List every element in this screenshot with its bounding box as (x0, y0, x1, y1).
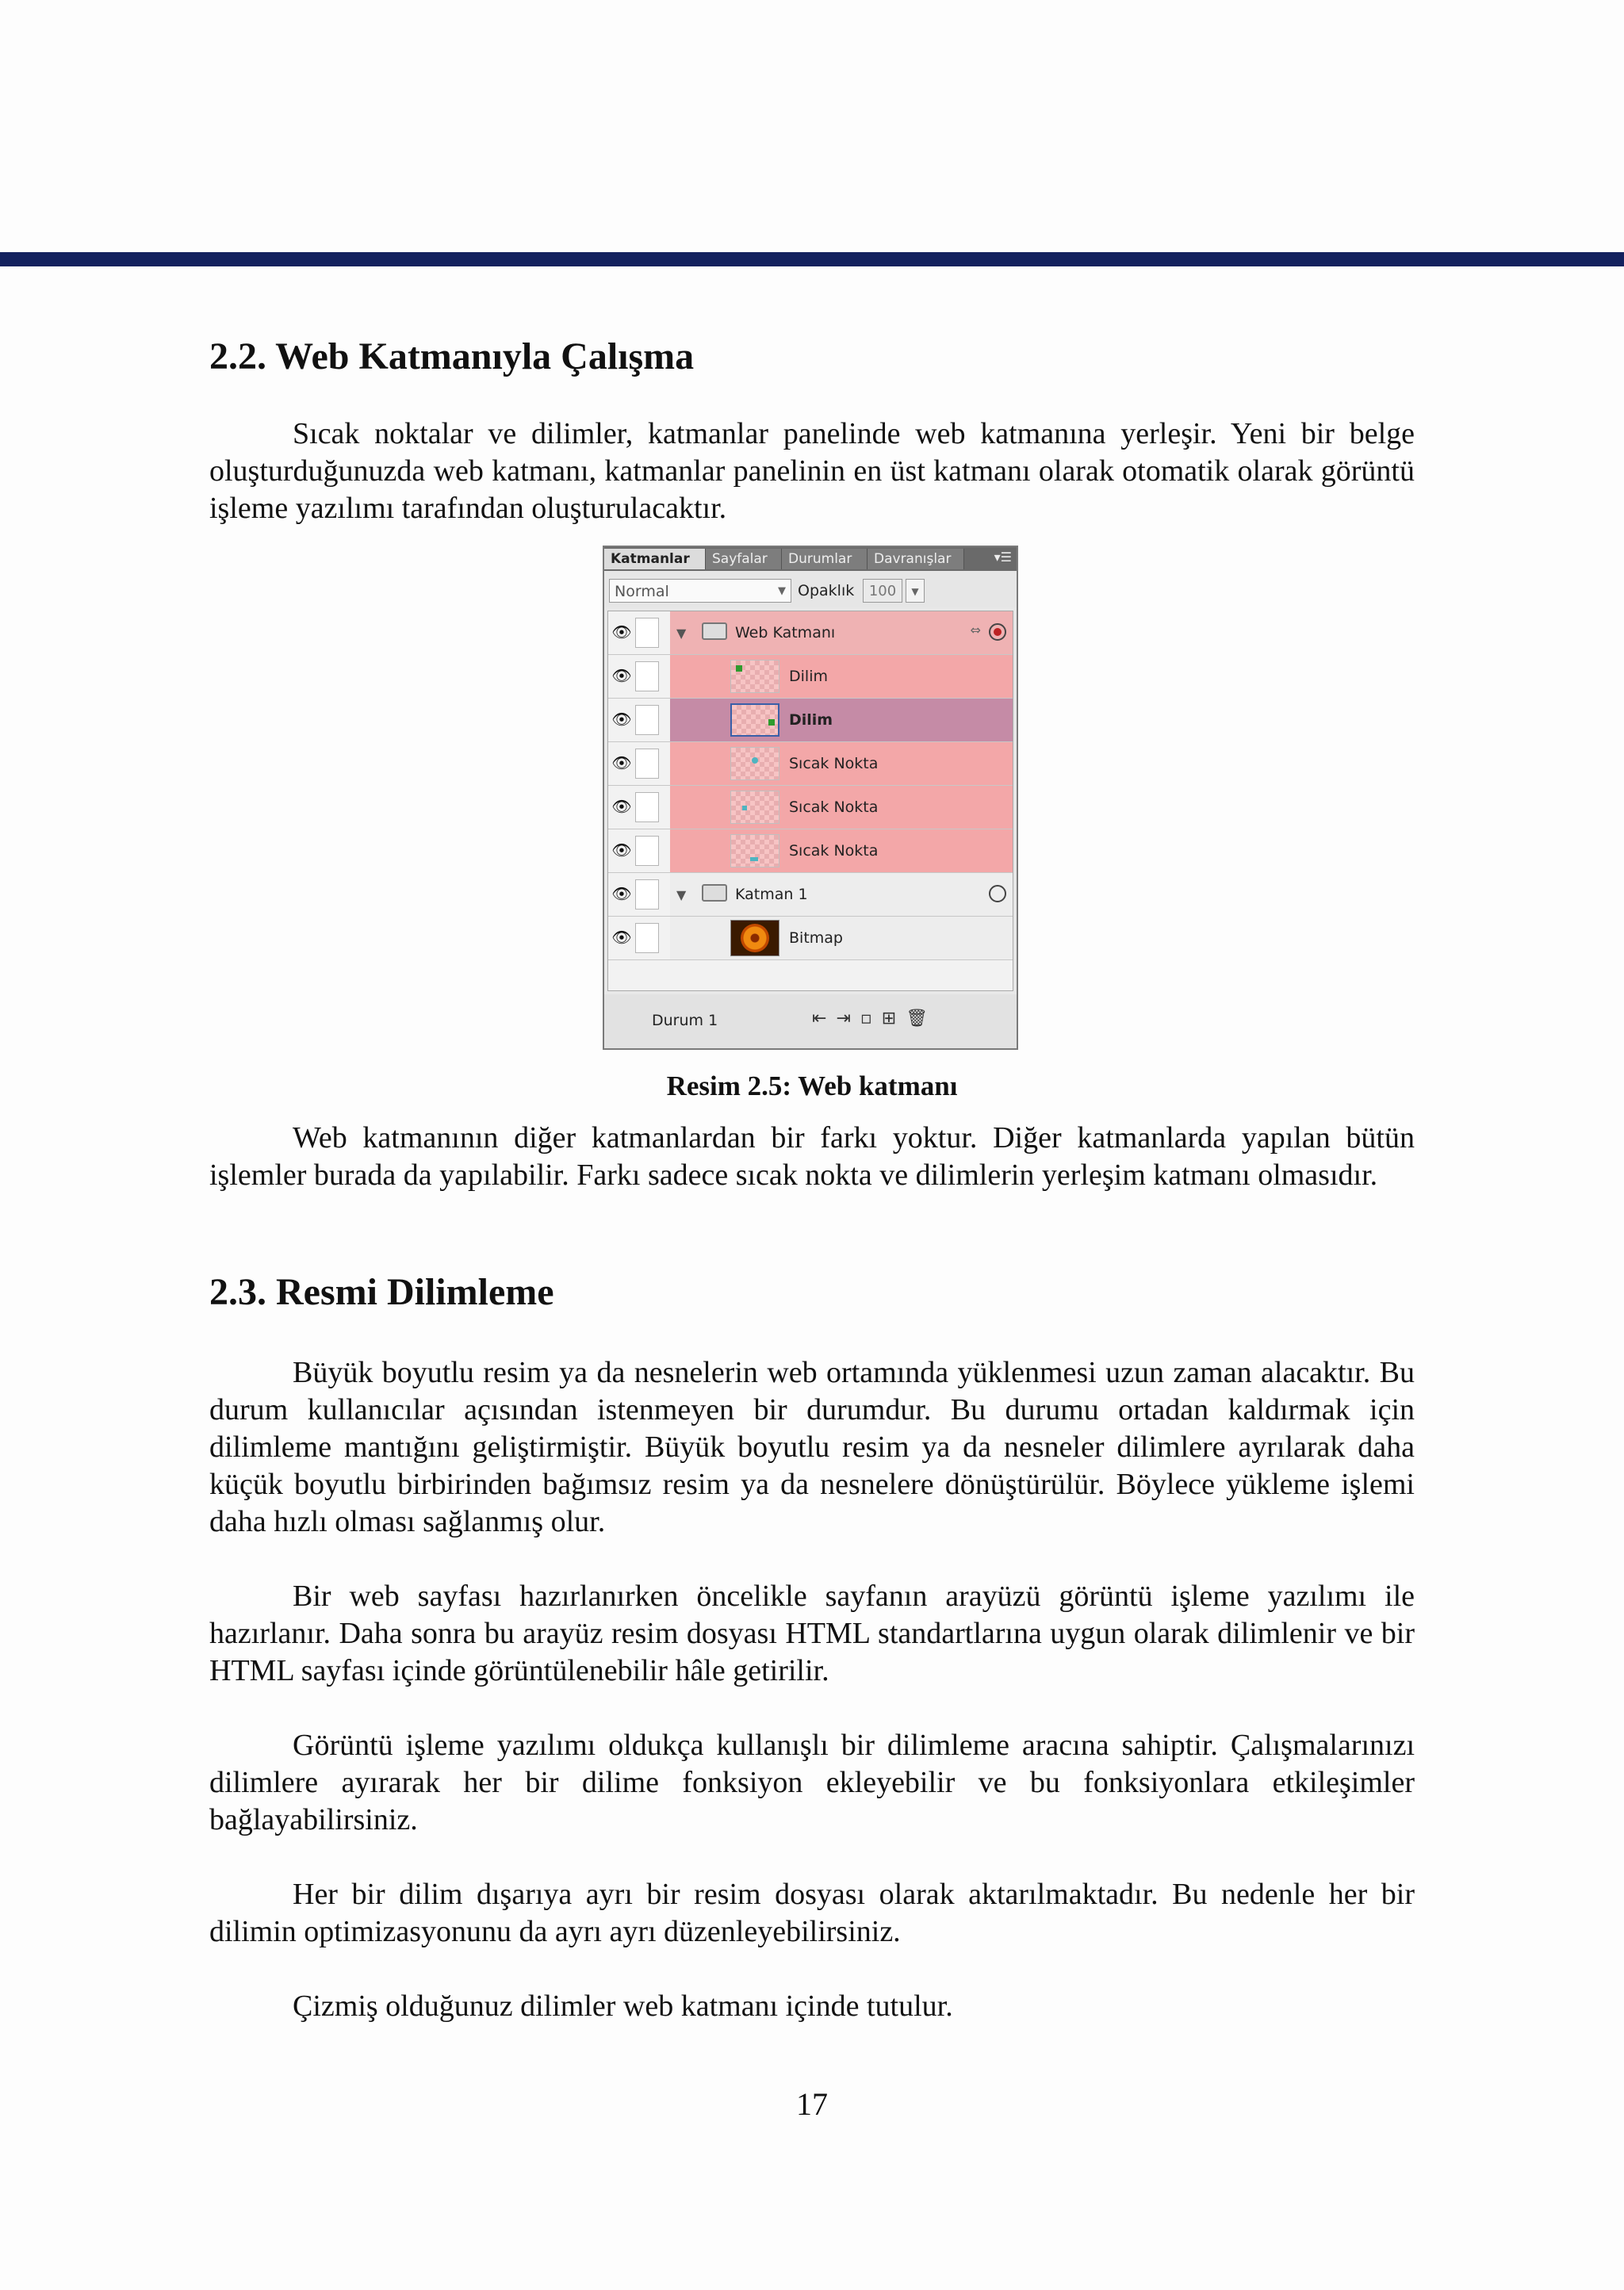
layer-thumbnail (730, 703, 779, 737)
expand-triangle-icon[interactable]: ▼ (676, 887, 687, 902)
trash-icon[interactable]: 🗑 (906, 1009, 938, 1028)
layer-name: Dilim (789, 668, 828, 685)
paragraph: Büyük boyutlu resim ya da nesnelerin web ortamında yüklenmesi uzun zaman alacaktır. Bu durum kullanıcılar açısından istenmeyen bir durumdur. Bu durumu ortadan kaldırmak için dilimleme mantığını geliştirmiştir. Büyük boyutlu resim ya da nesneler dilimlere ayrılarak daha küçük boyutlu birbirinden bağımsız resim ya da nesnelere dönüştürülür. Böylece yükleme işlemi daha hızlı olması sağlanmış olur. (209, 1356, 1415, 1538)
lock-toggle[interactable] (635, 792, 659, 822)
layer-row-sicak-nokta[interactable] (608, 742, 1013, 786)
layer-name: Sıcak Nokta (789, 842, 879, 860)
layer-thumbnail (730, 791, 779, 824)
layer-row-sicak-nokta[interactable] (608, 829, 1013, 873)
layer-thumbnail (730, 747, 779, 780)
opacity-input[interactable]: 100 (863, 579, 902, 603)
opacity-dropdown-icon[interactable]: ▼ (906, 579, 925, 603)
figure-caption: Resim 2.5: Web katmanı (666, 1070, 958, 1101)
eye-icon[interactable]: 👁 (611, 666, 632, 685)
section-heading-2-2: 2.2. Web Katmanıyla Çalışma (209, 335, 695, 377)
eye-icon[interactable]: 👁 (611, 797, 632, 816)
active-layer-icon[interactable] (989, 623, 1006, 641)
state-label: Durum 1 (652, 1012, 718, 1029)
section-2-2 (209, 333, 1415, 381)
paragraph: Her bir dilim dışarıya ayrı bir resim dosyası olarak aktarılmaktadır. Bu nedenle her bir dilimin optimizasyonunu da ayrı ayrı düzenleyebilirsiniz. (209, 1878, 1415, 1948)
eye-icon[interactable]: 👁 (611, 928, 632, 947)
paragraph: Bir web sayfası hazırlanırken öncelikle sayfanın arayüzü görüntü işleme yazılımı ile hazırlanır. Daha sonra bu arayüz resim dosyası HTML standartlarına uygun olarak dilimlenir ve bir HTML sayfası içinde görüntülenebilir hâle getirilir. (209, 1580, 1415, 1687)
after-figure-block (209, 1120, 1415, 1194)
blend-mode-select[interactable] (609, 579, 791, 603)
share-layer-icon[interactable]: ⇔ (970, 622, 981, 638)
lock-toggle[interactable] (635, 749, 659, 779)
section-2-3 (209, 1269, 1415, 1316)
eye-icon[interactable]: 👁 (611, 622, 632, 641)
layer-row-bitmap[interactable] (608, 917, 1013, 960)
panel-tabs (604, 547, 1017, 571)
tab-sayfalar[interactable]: Sayfalar (706, 549, 782, 569)
lock-toggle[interactable] (635, 618, 659, 648)
expand-triangle-icon[interactable]: ▼ (676, 626, 687, 641)
layer-name: Sıcak Nokta (789, 798, 879, 816)
layer-row-sicak-nokta[interactable] (608, 786, 1013, 829)
intro-paragraph-block (209, 415, 1415, 527)
layer-name: Katman 1 (735, 886, 808, 903)
intro-paragraph: Sıcak noktalar ve dilimler, katmanlar panelinde web katmanına yerleşir. Yeni bir belge oluşturduğunuzda web katmanı, katmanlar panelinin en üst katmanı olarak otomatik olarak görüntü işleme yazılımı tarafından oluşturulacaktır. (209, 417, 1415, 525)
panel-menu-icon[interactable]: ▾☰ (994, 550, 1012, 565)
eye-icon[interactable]: 👁 (611, 884, 632, 903)
new-state-icon[interactable]: ⇤ (812, 1009, 837, 1028)
chevron-down-icon: ▼ (778, 585, 786, 597)
mask-icon[interactable]: ▫ (860, 1009, 882, 1028)
paragraph: Çizmiş olduğunuz dilimler web katmanı içinde tutulur. (293, 1989, 953, 2023)
panel-footer (604, 994, 1017, 1048)
section-2-3-paragraphs (209, 1354, 1415, 2025)
new-layer-icon[interactable]: ⊞ (881, 1009, 906, 1028)
layer-row-katman-1[interactable] (608, 873, 1013, 917)
lock-toggle[interactable] (635, 923, 659, 953)
layer-target-icon[interactable] (989, 885, 1006, 902)
bitmap-thumbnail (730, 920, 779, 956)
layers-list (607, 611, 1013, 991)
lock-toggle[interactable] (635, 661, 659, 691)
after-figure-paragraph: Web katmanının diğer katmanlardan bir farkı yoktur. Diğer katmanlarda yapılan bütün işlemler burada da yapılabilir. Farkı sadece sıcak nokta ve dilimlerin yerleşim katmanı olmasıdır. (209, 1121, 1415, 1192)
layer-name: Dilim (789, 711, 833, 729)
panel-controls (604, 571, 1017, 607)
lock-toggle[interactable] (635, 836, 659, 866)
layer-name: Sıcak Nokta (789, 755, 879, 772)
folder-icon (702, 884, 727, 902)
eye-icon[interactable]: 👁 (611, 753, 632, 772)
footer-icons[interactable] (812, 1009, 937, 1028)
flower-image (741, 924, 769, 952)
paragraph: Görüntü işleme yazılımı oldukça kullanışlı bir dilimleme aracına sahiptir. Çalışmalarınızı dilimlere ayırarak her bir dilime fonksiyon ekleyebilir ve bu fonksiyonlara etkileşimler bağlayabilirsiniz. (209, 1729, 1415, 1836)
layer-name: Bitmap (789, 929, 843, 947)
page-number: 17 (796, 2086, 828, 2122)
layer-thumbnail (730, 660, 779, 693)
lock-toggle[interactable] (635, 879, 659, 909)
opacity-label: Opaklık (798, 582, 855, 599)
layer-name: Web Katmanı (735, 624, 836, 641)
tab-katmanlar[interactable]: Katmanlar (604, 549, 706, 569)
folder-icon (702, 622, 727, 640)
layer-row-dilim-selected[interactable] (608, 699, 1013, 742)
layer-thumbnail (730, 834, 779, 867)
layer-row-dilim[interactable] (608, 655, 1013, 699)
eye-icon[interactable]: 👁 (611, 841, 632, 860)
tab-durumlar[interactable]: Durumlar (782, 549, 868, 569)
lock-toggle[interactable] (635, 705, 659, 735)
eye-icon[interactable]: 👁 (611, 710, 632, 729)
header-rule (0, 252, 1624, 266)
tab-davranislar[interactable]: Davranışlar (868, 549, 964, 569)
new-sublayer-icon[interactable]: ⇥ (836, 1009, 860, 1028)
blend-mode-value: Normal (615, 583, 669, 600)
layer-row-web[interactable] (608, 611, 1013, 655)
layers-panel (603, 546, 1018, 1050)
section-heading-2-3: 2.3. Resmi Dilimleme (209, 1271, 554, 1313)
